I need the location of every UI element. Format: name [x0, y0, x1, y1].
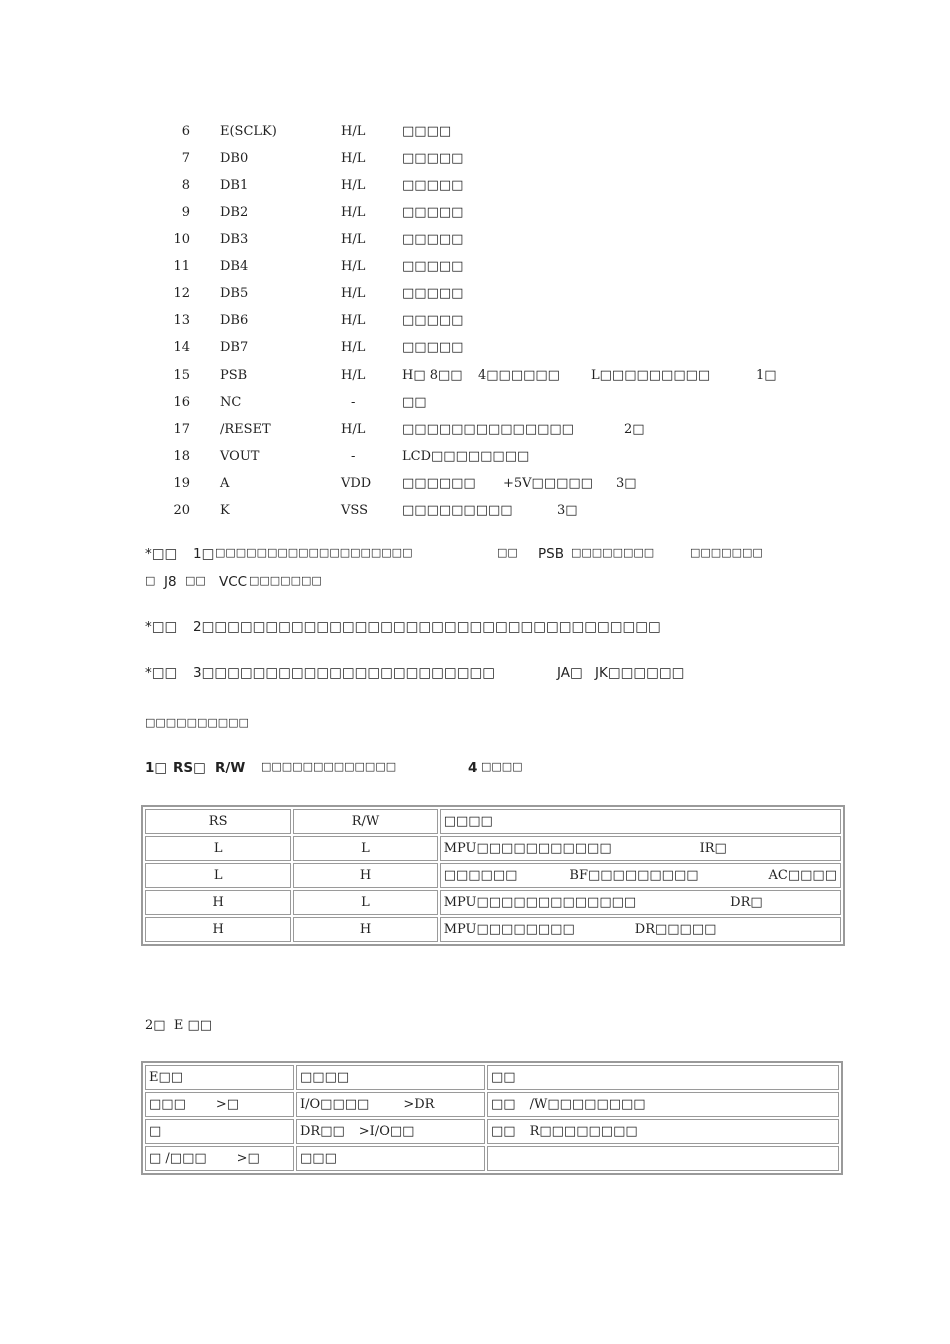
pin-footnote-ref: 2□	[624, 422, 645, 437]
pin-name: DB4	[220, 259, 249, 274]
table-cell-function	[440, 890, 841, 915]
footnote-jk: JK□□□□□□	[595, 665, 685, 681]
pin-description: H□ 8□□	[402, 368, 463, 383]
pin-name: DB5	[220, 286, 249, 301]
cell-text: >DR	[403, 1097, 435, 1112]
pin-footnote-ref: 3□	[616, 476, 637, 491]
pin-level: H/L	[341, 232, 366, 247]
heading-text: 2□ E □□	[145, 1018, 213, 1033]
footnote-j8: J8	[164, 574, 177, 590]
pin-row	[0, 176, 950, 196]
footnote-ja: JA□	[557, 665, 583, 681]
pin-row	[0, 420, 950, 440]
footnote-3	[145, 665, 905, 685]
pin-level: -	[351, 449, 356, 464]
cell-text: □□	[491, 1097, 516, 1112]
section-title	[145, 716, 445, 736]
pin-description: □□□□□	[402, 340, 464, 355]
function-text: DR□□□□□	[634, 922, 717, 937]
pin-description-part: 4□□□□□□	[478, 368, 560, 383]
pin-level: H/L	[341, 340, 366, 355]
pin-number: 15	[173, 368, 190, 383]
pin-row	[0, 230, 950, 250]
cell-text: R□□□□□□□□	[529, 1124, 638, 1139]
footnote-text-part: □	[145, 574, 156, 587]
heading-e-signal	[145, 1018, 445, 1038]
pin-level: H/L	[341, 124, 366, 139]
function-text: IR□	[699, 841, 727, 856]
pin-level: H/L	[341, 286, 366, 301]
table-cell-note	[487, 1119, 839, 1144]
table-row	[145, 890, 841, 915]
footnote-text-part: □□□□□□□	[690, 546, 763, 559]
table-cell-rw: L	[293, 836, 437, 861]
pin-row	[0, 122, 950, 142]
table-cell-e-state	[145, 1146, 294, 1171]
table-row	[145, 836, 841, 861]
pin-description: □□□□□	[402, 259, 464, 274]
pin-name: E(SCLK)	[220, 124, 277, 139]
pin-level: -	[351, 395, 356, 410]
pin-description: LCD□□□□□□□□	[402, 449, 530, 464]
table-header-function: □□□□	[440, 809, 841, 834]
pin-row	[0, 474, 950, 494]
pin-name: NC	[220, 395, 242, 410]
pin-level: H/L	[341, 178, 366, 193]
table-header-e-state: E□□	[145, 1065, 294, 1090]
table-cell-e-state	[145, 1092, 294, 1117]
pin-row	[0, 311, 950, 331]
pin-number: 6	[181, 124, 190, 139]
heading-rw: R/W	[215, 760, 246, 776]
pin-description: □□	[402, 395, 427, 410]
footnote-marker: *□□	[145, 619, 178, 635]
footnote-marker: *□□	[145, 665, 178, 681]
pin-name: A	[220, 476, 230, 491]
pin-row	[0, 366, 950, 386]
cell-text: □ /□□□	[149, 1151, 207, 1166]
pin-number: 7	[181, 151, 190, 166]
pin-number: 9	[181, 205, 190, 220]
function-text: □□□□□□	[443, 868, 518, 883]
footnote-1	[145, 546, 905, 566]
pin-description: □□□□□	[402, 151, 464, 166]
pin-name: /RESET	[220, 422, 271, 437]
pin-level: VDD	[341, 476, 372, 491]
pin-footnote-ref: 1□	[756, 368, 777, 383]
pin-description-part: +5V□□□□□	[503, 476, 593, 491]
pin-row	[0, 338, 950, 358]
table-cell-note	[487, 1146, 839, 1171]
table-cell-rs: L	[145, 863, 291, 888]
heading-number: 1□	[145, 760, 168, 776]
cell-text: □□□	[300, 1151, 337, 1166]
pin-name: VOUT	[220, 449, 260, 464]
pin-description: □□□□□	[402, 286, 464, 301]
heading-4: 4	[468, 760, 478, 776]
pin-description: □□□□□	[402, 232, 464, 247]
pin-row	[0, 284, 950, 304]
e-signal-table	[141, 1061, 843, 1175]
table-cell-function	[440, 863, 841, 888]
function-text: BF□□□□□□□□□	[569, 868, 699, 883]
table-cell-rs: H	[145, 890, 291, 915]
pin-description: □□□□□□□□□□□□□□	[402, 422, 574, 437]
footnote-text-part: □□	[497, 546, 518, 559]
pin-row	[0, 203, 950, 223]
pin-description: □□□□□	[402, 313, 464, 328]
footnote-text-part: □□	[185, 574, 206, 587]
pin-number: 10	[173, 232, 190, 247]
pin-row	[0, 501, 950, 521]
pin-number: 12	[173, 286, 190, 301]
table-cell-action	[296, 1092, 485, 1117]
table-row	[145, 863, 841, 888]
pin-row	[0, 149, 950, 169]
pin-name: DB7	[220, 340, 249, 355]
footnote-vcc: VCC	[219, 574, 248, 590]
footnote-text: □□□□□□□□□□□□□□□□□□□	[215, 546, 413, 559]
cell-text: DR□□	[300, 1124, 345, 1139]
cell-text: >I/O□□	[358, 1124, 415, 1139]
table-row	[145, 1119, 839, 1144]
footnote-number: 1□	[193, 546, 215, 562]
pin-name: DB2	[220, 205, 249, 220]
heading-rs: RS□	[173, 760, 206, 776]
pin-description: □□□□□□	[402, 476, 476, 491]
pin-level: H/L	[341, 368, 366, 383]
table-row	[145, 1146, 839, 1171]
pin-number: 13	[173, 313, 190, 328]
pin-description: □□□□	[402, 124, 452, 139]
table-header-row	[145, 809, 841, 834]
pin-number: 20	[173, 503, 190, 518]
footnote-text-part: □□□□□□□	[249, 574, 322, 587]
table-row	[145, 1092, 839, 1117]
footnote-text-part: □□□□□□□□	[571, 546, 655, 559]
table-cell-rs: H	[145, 917, 291, 942]
table-header-rs: RS	[145, 809, 291, 834]
table-header-row	[145, 1065, 839, 1090]
function-text: MPU□□□□□□□□□□□□□	[443, 895, 637, 910]
cell-text: >□	[215, 1097, 240, 1112]
pin-description: □□□□□	[402, 205, 464, 220]
pin-level: VSS	[341, 503, 368, 518]
footnote-psb: PSB	[538, 546, 564, 562]
pin-level: H/L	[341, 259, 366, 274]
pin-name: DB6	[220, 313, 249, 328]
table-row	[145, 917, 841, 942]
pin-footnote-ref: 3□	[557, 503, 578, 518]
footnote-text: 3□□□□□□□□□□□□□□□□□□□□□□□	[193, 665, 495, 681]
table-cell-action	[296, 1119, 485, 1144]
pin-number: 16	[173, 395, 190, 410]
cell-text: □	[149, 1124, 162, 1139]
table-cell-rs: L	[145, 836, 291, 861]
pin-number: 8	[181, 178, 190, 193]
footnote-1-line2	[145, 574, 905, 594]
pin-description: □□□□□	[402, 178, 464, 193]
cell-text: □□□	[149, 1097, 186, 1112]
rs-rw-table	[141, 805, 845, 946]
function-text: DR□	[730, 895, 763, 910]
pin-number: 18	[173, 449, 190, 464]
heading-text: □□□□	[481, 760, 523, 773]
pin-level: H/L	[341, 313, 366, 328]
heading-text: □□□□□□□□□□□□□	[261, 760, 397, 773]
function-text: MPU□□□□□□□□	[443, 922, 575, 937]
table-cell-rw: H	[293, 863, 437, 888]
pin-level: H/L	[341, 422, 366, 437]
pin-name: PSB	[220, 368, 248, 383]
pin-name: DB1	[220, 178, 249, 193]
cell-text: I/O□□□□	[300, 1097, 370, 1112]
pin-name: K	[220, 503, 230, 518]
table-cell-e-state	[145, 1119, 294, 1144]
function-text: AC□□□□	[768, 868, 837, 883]
pin-description: □□□□□□□□□	[402, 503, 513, 518]
pin-name: DB0	[220, 151, 249, 166]
function-text: MPU□□□□□□□□□□□	[443, 841, 612, 856]
cell-text: □□	[491, 1124, 516, 1139]
pin-row	[0, 447, 950, 467]
footnote-text: 2□□□□□□□□□□□□□□□□□□□□□□□□□□□□□□□□□□□□	[193, 619, 661, 635]
table-header-rw: R/W	[293, 809, 437, 834]
table-cell-rw: L	[293, 890, 437, 915]
table-cell-function	[440, 917, 841, 942]
pin-level: H/L	[341, 205, 366, 220]
heading-rs-rw	[145, 760, 905, 780]
table-header-note: □□	[487, 1065, 839, 1090]
table-header-action: □□□□	[296, 1065, 485, 1090]
pin-number: 17	[173, 422, 190, 437]
pin-number: 14	[173, 340, 190, 355]
pin-description-part: L□□□□□□□□□	[591, 368, 711, 383]
section-title-text: □□□□□□□□□□	[145, 716, 249, 729]
table-cell-action	[296, 1146, 485, 1171]
footnote-2	[145, 619, 905, 639]
pin-number: 11	[173, 259, 190, 274]
table-cell-function	[440, 836, 841, 861]
table-cell-rw: H	[293, 917, 437, 942]
footnote-marker: *□□	[145, 546, 178, 562]
pin-name: DB3	[220, 232, 249, 247]
pin-level: H/L	[341, 151, 366, 166]
cell-text: /W□□□□□□□□	[529, 1097, 646, 1112]
pin-row	[0, 257, 950, 277]
pin-row	[0, 393, 950, 413]
table-cell-note	[487, 1092, 839, 1117]
cell-text: >□	[236, 1151, 260, 1166]
pin-number: 19	[173, 476, 190, 491]
